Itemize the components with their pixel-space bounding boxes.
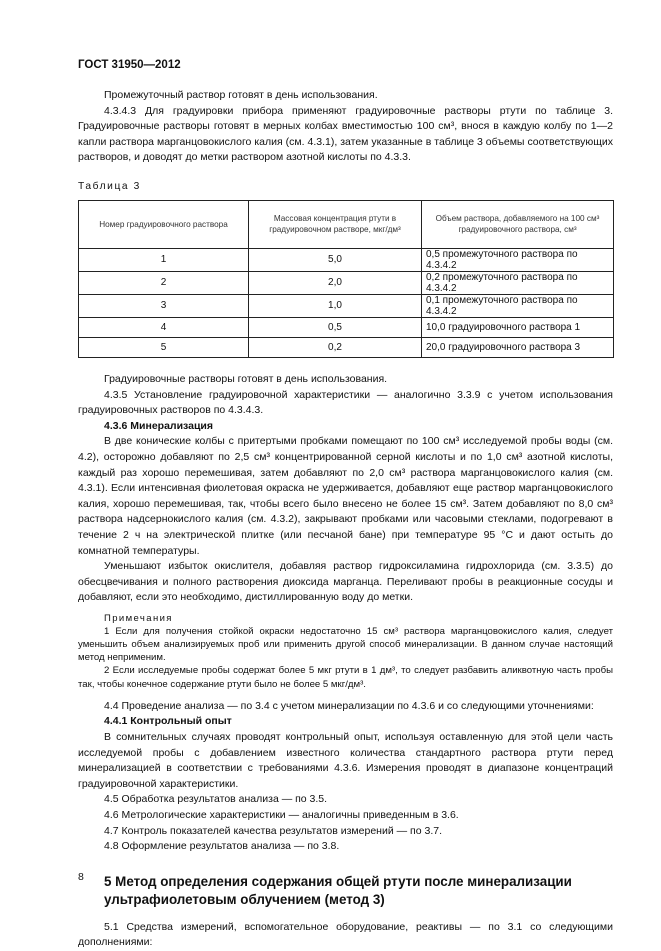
table-cell: 0,1 промежуточного раствора по 4.3.4.2 xyxy=(422,294,614,317)
table-cell: 0,5 промежуточного раствора по 4.3.4.2 xyxy=(422,248,614,271)
table-cell: 0,2 xyxy=(249,337,422,357)
document-body xyxy=(78,88,613,951)
table-cell: 2 xyxy=(79,271,249,294)
notes-block xyxy=(78,612,613,691)
paragraph: Градуировочные растворы готовят в день использования. xyxy=(104,372,388,385)
doc-header: ГОСТ 31950—2012 xyxy=(78,59,181,71)
table-cell: 5 xyxy=(79,337,249,357)
table-3 xyxy=(78,200,614,358)
table-cell: 10,0 градуировочного раствора 1 xyxy=(422,317,614,337)
table-row xyxy=(79,248,614,271)
list-item: 4.5 Обработка результатов анализа — по 3.5. xyxy=(104,793,328,806)
table-row xyxy=(79,271,614,294)
table-row xyxy=(79,294,614,317)
table-caption: Таблица 3 xyxy=(78,180,141,192)
table-row xyxy=(79,317,614,337)
paragraph: В две конические колбы с притертыми пробками помещают по 100 см³ исследуемой пробы воды (см. 4.2), осторожно добавляют по 2,5 см³ концентрированной серной кислоты и по 1,0 см³ азотной кислоты, каждый раз хорошо перемешивая, затем добавляют по 2,0 см³ раствора марганцовокислого калия (см. 4.3.1). Если интенсивная фиолетовая окраска не удерживается, добавляют еще раствор марганцовокислого калия, хорошо перемешивая, так, чтобы всего было внесено не более 15 см³. Затем добавляют по 8,0 см³ раствора надсернокислого калия (см. 4.3.2), закрывают пробками или часовыми стеклами, подогревают в течение 2 ч на электрической плитке (или песчаной бане) при температуре 95 °С и дают остыть до комнатной температуры. xyxy=(78,435,613,557)
table-cell: 1,0 xyxy=(249,294,422,317)
paragraph: 4.3.5 Установление градуировочной характеристики — аналогично 3.3.9 с учетом использования градуировочных растворов по 4.3.4.3. xyxy=(78,388,613,417)
table-header-row xyxy=(79,200,614,248)
paragraph: В сомнительных случаях проводят контрольный опыт, используя оставленную для этой цели часть исследуемой пробы с добавлением известного количества стандартного раствора ртути перед минерализацией в соответствии с требованиями 4.3.6. Измерения проводят в диапазоне концентраций градуировочной характеристики. xyxy=(78,731,613,790)
paragraph: Промежуточный раствор готовят в день использования. xyxy=(104,89,378,101)
list-item: 4.8 Оформление результатов анализа — по 3.8. xyxy=(104,840,340,853)
column-header: Массовая концентрация ртути в градуировочном растворе, мкг/дм³ xyxy=(249,200,422,248)
page-number: 8 xyxy=(78,871,84,883)
column-header: Объем раствора, добавляемого на 100 см³ градуировочного раствора, см³ xyxy=(422,200,614,248)
notes-title: Примечания xyxy=(104,612,173,624)
table-row xyxy=(79,337,614,357)
subsection-heading: 4.4.1 Контрольный опыт xyxy=(104,715,232,728)
paragraph: 4.4 Проведение анализа — по 3.4 с учетом минерализации по 4.3.6 и со следующими уточнениями: xyxy=(104,699,594,712)
table-cell: 0,5 xyxy=(249,317,422,337)
note-item: 2 Если исследуемые пробы содержат более 5 мкг ртути в 1 дм³, то следует разбавить аликвотную часть пробы так, чтобы конечное содержание ртути было не более 5 мкг/дм³. xyxy=(78,665,613,690)
table-cell: 4 xyxy=(79,317,249,337)
table-cell: 5,0 xyxy=(249,248,422,271)
table-cell: 1 xyxy=(79,248,249,271)
paragraph: Уменьшают избыток окислителя, добавляя раствор гидроксиламина гидрохлорида (см. 3.3.5) до обесцвечивания и полного растворения диоксида марганца. Переливают пробы в реакционные сосуды и добавляют, если это необходимо, дистиллированную воду до метки. xyxy=(78,560,613,604)
paragraph: 4.3.4.3 Для градуировки прибора применяют градуировочные растворы ртути по таблице 3. Градуировочные растворы готовят в мерных колбах вместимостью 100 см³, внося в каждую колбу по 1—2 капли раствора марганцовокислого калия (см. 4.3.1), затем указанные в таблице 3 объемы соответствующих растворов, и доводят до метки раствором азотной кислоты по 4.3.3. xyxy=(78,104,613,164)
list-item: 4.6 Метрологические характеристики — аналогичны приведенным в 3.6. xyxy=(104,809,459,822)
column-header: Номер градуировочного раствора xyxy=(79,200,249,248)
table-cell: 2,0 xyxy=(249,271,422,294)
table-cell: 0,2 промежуточного раствора по 4.3.4.2 xyxy=(422,271,614,294)
note-item: 1 Если для получения стойкой окраски недостаточно 15 см³ раствора марганцовокислого калия, следует уменьшить объем анализируемых проб или применить другой способ минерализации. В данном случае настоящий метод неприменим. xyxy=(78,625,613,664)
list-item: 4.7 Контроль показателей качества результатов измерений — по 3.7. xyxy=(104,824,442,837)
table-cell: 3 xyxy=(79,294,249,317)
section-heading: 5 Метод определения содержания общей ртути после минерализации ультрафиолетовым облучением (метод 3) xyxy=(104,873,572,908)
table-cell: 20,0 градуировочного раствора 3 xyxy=(422,337,614,357)
subsection-heading: 4.3.6 Минерализация xyxy=(104,419,213,432)
paragraph: 5.1 Средства измерений, вспомогательное оборудование, реактивы — по 3.1 со следующими дополнениями: xyxy=(78,920,613,949)
